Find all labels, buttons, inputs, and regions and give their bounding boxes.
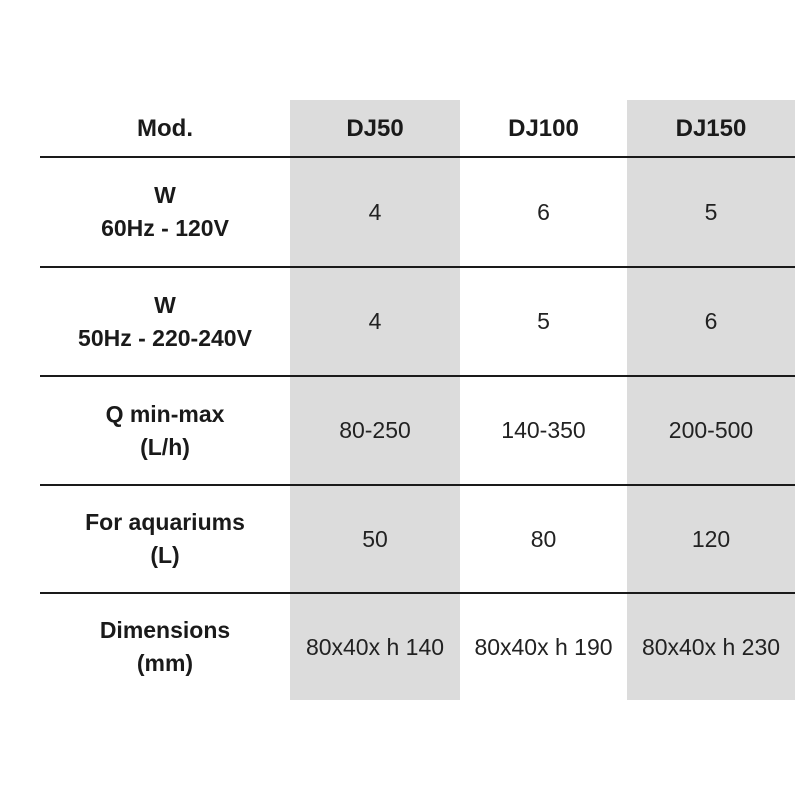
row-label: [40, 594, 290, 700]
row-label-line1: W: [154, 291, 176, 318]
row-label-line1: Q min-max: [105, 400, 225, 427]
header-model-dj150: DJ150: [675, 114, 747, 142]
row-label-line2: (L): [150, 542, 180, 568]
cell-dj100: 5: [537, 308, 550, 334]
row-label: [40, 486, 290, 592]
table-row: [40, 158, 795, 266]
header-model-dj100: DJ100: [508, 114, 579, 142]
row-label-line2: 50Hz - 220-240V: [78, 324, 252, 351]
cell-dj100: 80x40x h 190: [474, 633, 613, 660]
cell-dj100: 80: [530, 525, 557, 552]
cell-dj50: 4: [368, 308, 382, 334]
row-label-line1: For aquariums: [85, 509, 245, 535]
cell-dj150: 80x40x h 230: [641, 633, 781, 660]
table-row: [40, 268, 795, 375]
cell-dj50: 50: [362, 525, 388, 552]
row-label-line2: (L/h): [140, 433, 190, 460]
header-model-dj50: DJ50: [346, 114, 404, 142]
table-row: [40, 594, 795, 700]
header-label: Mod.: [137, 114, 193, 142]
cell-dj100: 140-350: [501, 417, 586, 443]
row-label-line2: (mm): [136, 650, 194, 676]
cell-dj50: 4: [368, 198, 382, 225]
row-label-line1: W: [154, 182, 176, 208]
row-label: [40, 268, 290, 375]
cell-dj150: 200-500: [668, 417, 754, 443]
table-row: [40, 486, 795, 592]
row-label: [40, 377, 290, 484]
cell-dj150: 6: [704, 308, 718, 334]
cell-dj50: 80-250: [339, 417, 411, 443]
row-label-line2: 60Hz - 120V: [101, 215, 229, 241]
row-label-line1: Dimensions: [99, 617, 231, 643]
row-label: [40, 158, 290, 266]
cell-dj50: 80x40x h 140: [305, 633, 445, 660]
table-header-row: [40, 100, 795, 157]
cell-dj150: 5: [704, 198, 718, 225]
cell-dj150: 120: [691, 525, 731, 552]
cell-dj100: 6: [537, 198, 550, 225]
table-row: [40, 377, 795, 484]
spec-table: [40, 100, 795, 700]
